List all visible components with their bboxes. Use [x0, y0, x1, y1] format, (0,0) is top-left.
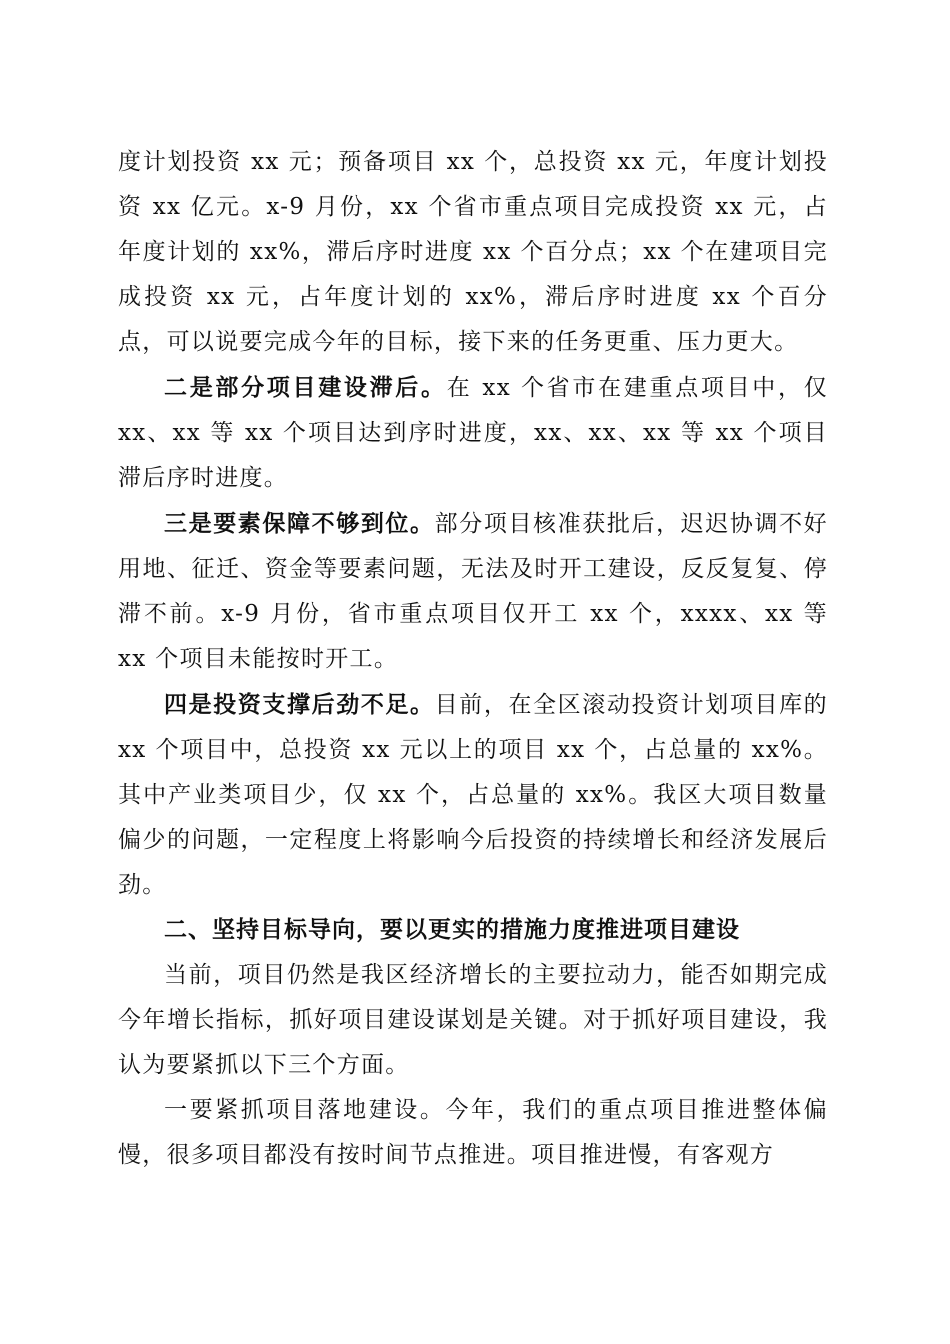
paragraph-text: 一要紧抓项目落地建设。今年，我们的重点项目推进整体偏慢，很多项目都没有按时间节点推进。项目推进慢，有客观方: [118, 1097, 828, 1168]
paragraph-factor-guarantee: [118, 501, 828, 682]
paragraph-construction-lag: [118, 365, 828, 501]
paragraph-text: 目前，在全区滚动投资计划项目库的 xx 个项目中，总投资 xx 元以上的项目 xx 个，占总量的 xx%。其中产业类项目少，仅 xx 个，占总量的 xx%。我区大项目数量偏少的问题，一定程度上将影响今后投资的持续增长和经济发展后劲。: [118, 692, 828, 898]
section-heading: 二、坚持目标导向，要以更实的措施力度推进项目建设: [164, 917, 740, 943]
paragraph-lead: 二是部分项目建设滞后。: [164, 374, 447, 401]
paragraph-text: 度计划投资 xx 元；预备项目 xx 个，总投资 xx 元，年度计划投资 xx 亿元。x-9 月份，xx 个省市重点项目完成投资 xx 元，占年度计划的 xx%，滞后序时进度 xx 个百分点；xx 个在建项目完成投资 xx 元，占年度计划的 xx%，滞后序时进度 xx 个百分点，可以说要完成今年的目标，接下来的任务更重、压力更大。: [118, 149, 828, 355]
paragraph-current-situation: [118, 953, 828, 1088]
paragraph-lead: 三是要素保障不够到位。: [164, 510, 435, 537]
document-page: [118, 140, 828, 1178]
paragraph-investment-momentum: [118, 682, 828, 908]
paragraph-text: 在 xx 个省市在建重点项目中，仅 xx、xx 等 xx 个项目达到序时进度，xx、xx、xx 等 xx 个项目滞后序时进度。: [118, 375, 828, 491]
paragraph-investment-summary: [118, 140, 828, 365]
paragraph-text: 部分项目核准获批后，迟迟协调不好用地、征迁、资金等要素问题，无法及时开工建设，反反复复、停滞不前。x-9 月份，省市重点项目仅开工 xx 个，xxxx、xx 等 xx 个项目未能按时开工。: [118, 511, 828, 672]
paragraph-project-landing: [118, 1088, 828, 1178]
paragraph-text: 当前，项目仍然是我区经济增长的主要拉动力，能否如期完成今年增长指标，抓好项目建设谋划是关键。对于抓好项目建设，我认为要紧抓以下三个方面。: [118, 962, 828, 1078]
paragraph-lead: 四是投资支撑后劲不足。: [164, 691, 435, 718]
